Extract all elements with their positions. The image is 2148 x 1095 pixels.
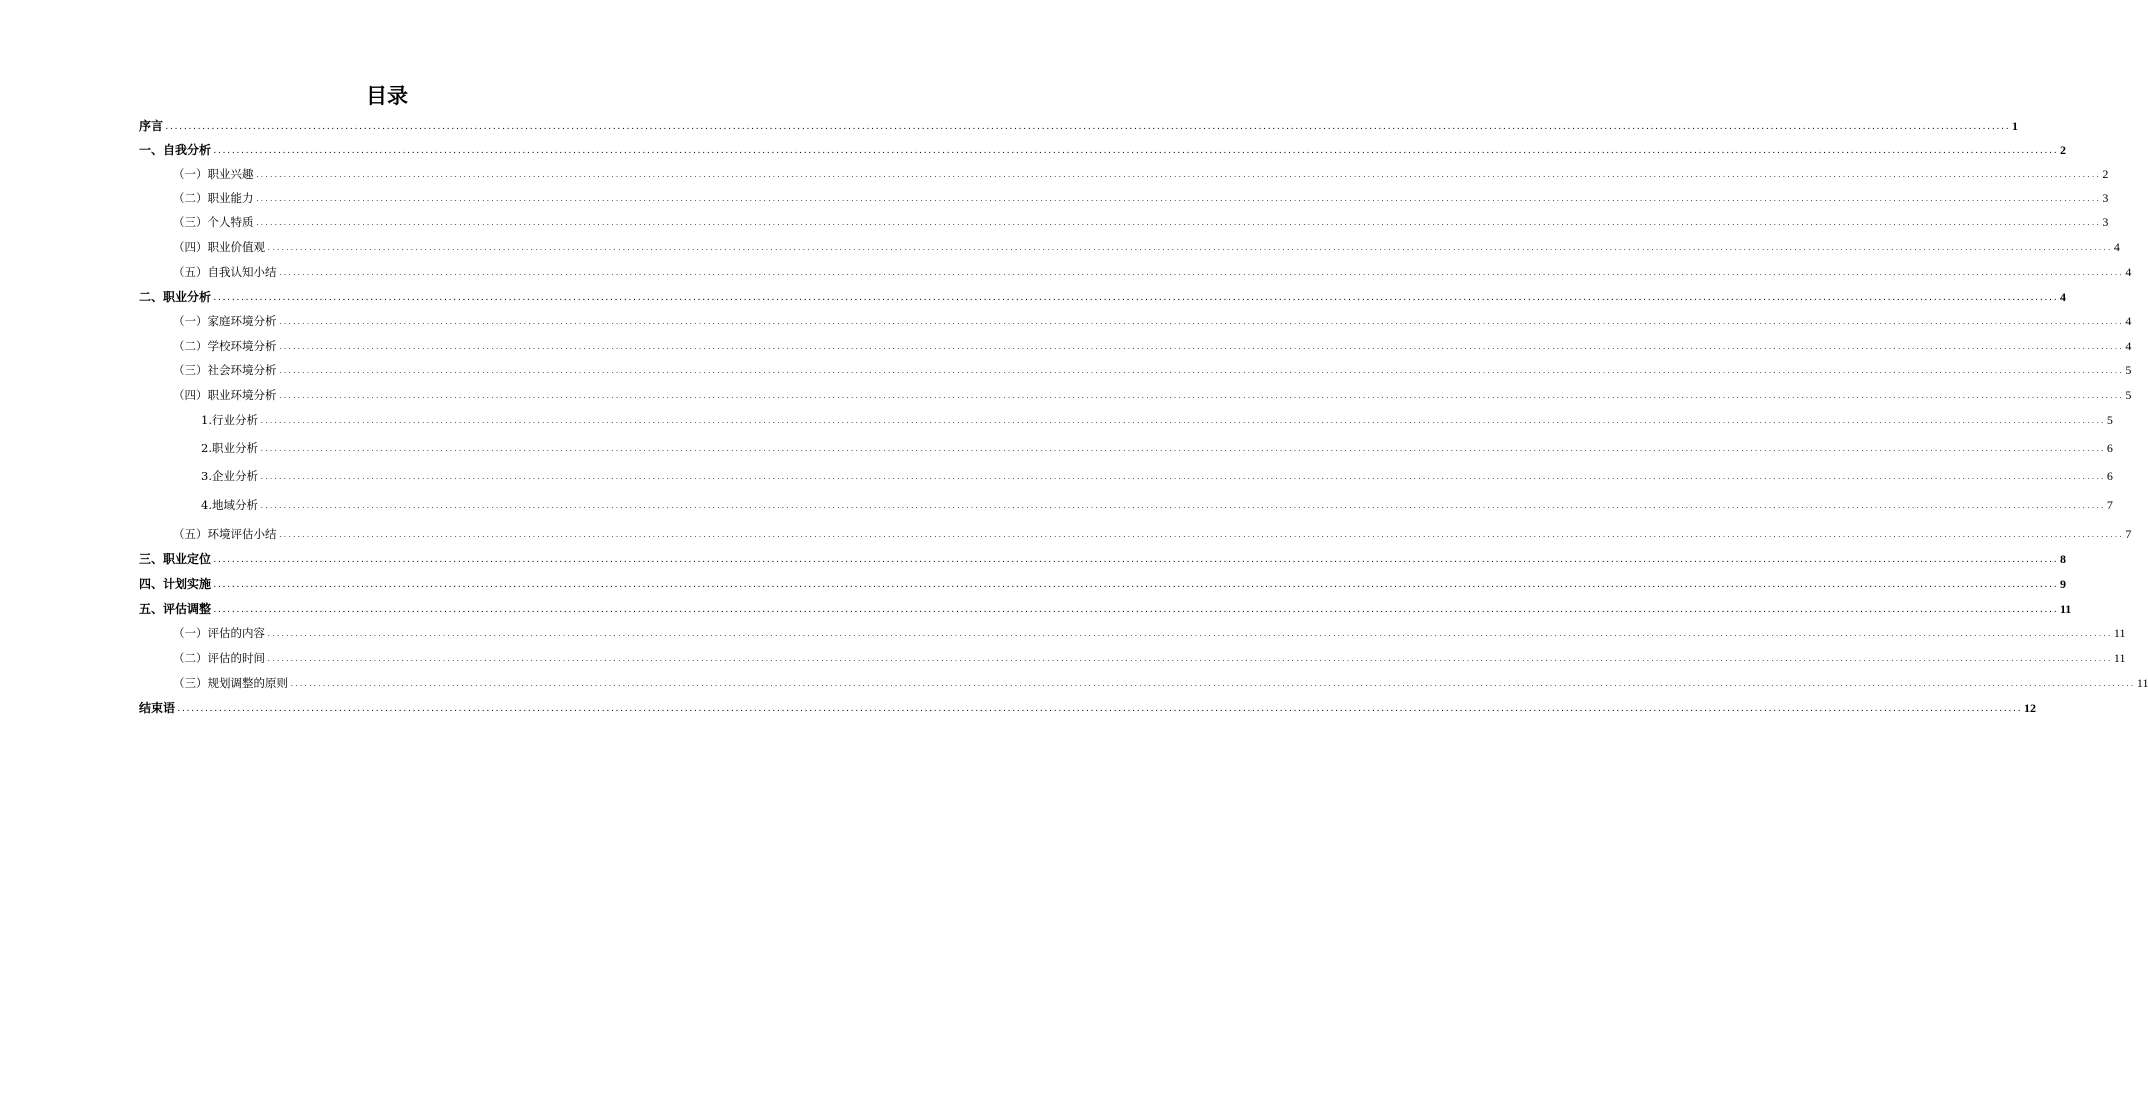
toc-page-number: 4 bbox=[2059, 290, 2066, 304]
toc-dot-leader: ................................................................................................................................................................................................................................................................................................................................................................................................................ bbox=[177, 706, 2022, 713]
toc-entry[interactable] bbox=[139, 118, 2018, 134]
toc-entry-label: 2.职业分析 bbox=[201, 441, 258, 455]
toc-entry[interactable] bbox=[173, 526, 2132, 542]
toc-entry[interactable] bbox=[173, 264, 2132, 280]
toc-entry-label: （五）自我认知小结 bbox=[173, 265, 277, 279]
toc-entry[interactable] bbox=[173, 214, 2109, 230]
toc-page-number: 6 bbox=[2106, 441, 2113, 455]
toc-page-number: 9 bbox=[2059, 577, 2066, 591]
toc-page-number: 1 bbox=[2011, 119, 2018, 133]
toc-page-number: 4 bbox=[2113, 240, 2120, 254]
toc-entry-label: （一）评估的内容 bbox=[173, 626, 265, 640]
toc-entry[interactable] bbox=[173, 362, 2132, 378]
toc-dot-leader: ................................................................................................................................................................................................................................................................................................................................................................................................................ bbox=[213, 557, 2058, 564]
toc-dot-leader: ................................................................................................................................................................................................................................................................................................................................................................................................................ bbox=[267, 656, 2112, 663]
toc-entry[interactable] bbox=[173, 313, 2132, 329]
toc-entry[interactable] bbox=[139, 551, 2066, 567]
toc-page-number: 4 bbox=[2125, 314, 2132, 328]
toc-entry-label: 五、评估调整 bbox=[139, 602, 212, 616]
toc-dot-leader: ................................................................................................................................................................................................................................................................................................................................................................................................................ bbox=[278, 393, 2124, 400]
toc-entry-label: （二）职业能力 bbox=[173, 191, 254, 205]
toc-entry-label: 序言 bbox=[139, 119, 164, 133]
toc-dot-leader: ................................................................................................................................................................................................................................................................................................................................................................................................................ bbox=[213, 295, 2058, 302]
toc-page-number: 6 bbox=[2106, 469, 2113, 483]
toc-dot-leader: ................................................................................................................................................................................................................................................................................................................................................................................................................ bbox=[213, 148, 2058, 155]
toc-entry-label: （一）职业兴趣 bbox=[173, 167, 254, 181]
toc-page-number: 11 bbox=[2136, 676, 2148, 690]
toc-dot-leader: ................................................................................................................................................................................................................................................................................................................................................................................................................ bbox=[255, 196, 2101, 203]
page-title: 目录 bbox=[366, 84, 408, 108]
toc-page-number: 2 bbox=[2102, 167, 2109, 181]
toc-entry-label: （五）环境评估小结 bbox=[173, 527, 277, 541]
toc-page-number: 3 bbox=[2102, 215, 2109, 229]
toc-dot-leader: ................................................................................................................................................................................................................................................................................................................................................................................................................ bbox=[278, 368, 2124, 375]
toc-dot-leader: ................................................................................................................................................................................................................................................................................................................................................................................................................ bbox=[267, 245, 2112, 252]
toc-entry[interactable] bbox=[201, 412, 2113, 428]
toc-entry[interactable] bbox=[173, 338, 2132, 354]
toc-dot-leader: ................................................................................................................................................................................................................................................................................................................................................................................................................ bbox=[213, 607, 2058, 614]
toc-dot-leader: ................................................................................................................................................................................................................................................................................................................................................................................................................ bbox=[267, 631, 2112, 638]
toc-page-number: 5 bbox=[2106, 413, 2113, 427]
toc-entry-label: 一、自我分析 bbox=[139, 143, 212, 157]
toc-entry[interactable] bbox=[173, 650, 2126, 666]
toc-entry[interactable] bbox=[173, 166, 2109, 182]
toc-entry-label: （三）规划调整的原则 bbox=[173, 676, 288, 690]
toc-entry[interactable] bbox=[173, 387, 2132, 403]
toc-entry-label: 结束语 bbox=[139, 701, 176, 715]
toc-entry[interactable] bbox=[139, 700, 2036, 716]
toc-entry-label: （二）学校环境分析 bbox=[173, 339, 277, 353]
toc-page-number: 3 bbox=[2102, 191, 2109, 205]
toc-entry-label: （四）职业环境分析 bbox=[173, 388, 277, 402]
toc-entry-label: 3.企业分析 bbox=[201, 469, 258, 483]
toc-page-number: 8 bbox=[2059, 552, 2066, 566]
toc-entry[interactable] bbox=[139, 289, 2066, 305]
toc-dot-leader: ................................................................................................................................................................................................................................................................................................................................................................................................................ bbox=[259, 418, 2105, 425]
toc-entry[interactable] bbox=[139, 142, 2066, 158]
toc-page-number: 11 bbox=[2059, 602, 2072, 616]
toc-dot-leader: ................................................................................................................................................................................................................................................................................................................................................................................................................ bbox=[278, 270, 2124, 277]
toc-entry[interactable] bbox=[173, 239, 2120, 255]
toc-page-number: 12 bbox=[2023, 701, 2036, 715]
toc-page-number: 7 bbox=[2125, 527, 2132, 541]
toc-entry-label: （二）评估的时间 bbox=[173, 651, 265, 665]
toc-dot-leader: ................................................................................................................................................................................................................................................................................................................................................................................................................ bbox=[259, 503, 2105, 510]
toc-entry[interactable] bbox=[139, 576, 2066, 592]
toc-dot-leader: ................................................................................................................................................................................................................................................................................................................................................................................................................ bbox=[255, 172, 2101, 179]
toc-entry-label: 三、职业定位 bbox=[139, 552, 212, 566]
toc-dot-leader: ................................................................................................................................................................................................................................................................................................................................................................................................................ bbox=[165, 124, 2010, 131]
toc-entry-label: （一）家庭环境分析 bbox=[173, 314, 277, 328]
toc-entry[interactable] bbox=[201, 468, 2113, 484]
toc-page-number: 5 bbox=[2125, 363, 2132, 377]
toc-page-number: 11 bbox=[2113, 626, 2126, 640]
toc-dot-leader: ................................................................................................................................................................................................................................................................................................................................................................................................................ bbox=[259, 446, 2105, 453]
toc-entry[interactable] bbox=[139, 601, 2072, 617]
toc-dot-leader: ................................................................................................................................................................................................................................................................................................................................................................................................................ bbox=[278, 532, 2124, 539]
toc-dot-leader: ................................................................................................................................................................................................................................................................................................................................................................................................................ bbox=[290, 681, 2135, 688]
toc-page-number: 11 bbox=[2113, 651, 2126, 665]
toc-dot-leader: ................................................................................................................................................................................................................................................................................................................................................................................................................ bbox=[278, 344, 2124, 351]
toc-page-number: 5 bbox=[2125, 388, 2132, 402]
toc-entry-label: 二、职业分析 bbox=[139, 290, 212, 304]
toc-entry-label: 四、计划实施 bbox=[139, 577, 212, 591]
toc-page-number: 2 bbox=[2059, 143, 2066, 157]
toc-entry[interactable] bbox=[173, 625, 2126, 641]
toc-page-number: 4 bbox=[2125, 339, 2132, 353]
toc-entry-label: （三）社会环境分析 bbox=[173, 363, 277, 377]
toc-page-number: 4 bbox=[2125, 265, 2132, 279]
toc-entry-label: （三）个人特质 bbox=[173, 215, 254, 229]
toc-dot-leader: ................................................................................................................................................................................................................................................................................................................................................................................................................ bbox=[213, 582, 2058, 589]
toc-page-number: 7 bbox=[2106, 498, 2113, 512]
toc-entry[interactable] bbox=[173, 675, 2148, 691]
toc-entry[interactable] bbox=[173, 190, 2109, 206]
toc-entry-label: （四）职业价值观 bbox=[173, 240, 265, 254]
toc-dot-leader: ................................................................................................................................................................................................................................................................................................................................................................................................................ bbox=[259, 474, 2105, 481]
toc-dot-leader: ................................................................................................................................................................................................................................................................................................................................................................................................................ bbox=[278, 319, 2124, 326]
toc-entry-label: 1.行业分析 bbox=[201, 413, 258, 427]
toc-entry[interactable] bbox=[201, 440, 2113, 456]
toc-entry-label: 4.地域分析 bbox=[201, 498, 258, 512]
toc-dot-leader: ................................................................................................................................................................................................................................................................................................................................................................................................................ bbox=[255, 220, 2101, 227]
toc-entry[interactable] bbox=[201, 497, 2113, 513]
